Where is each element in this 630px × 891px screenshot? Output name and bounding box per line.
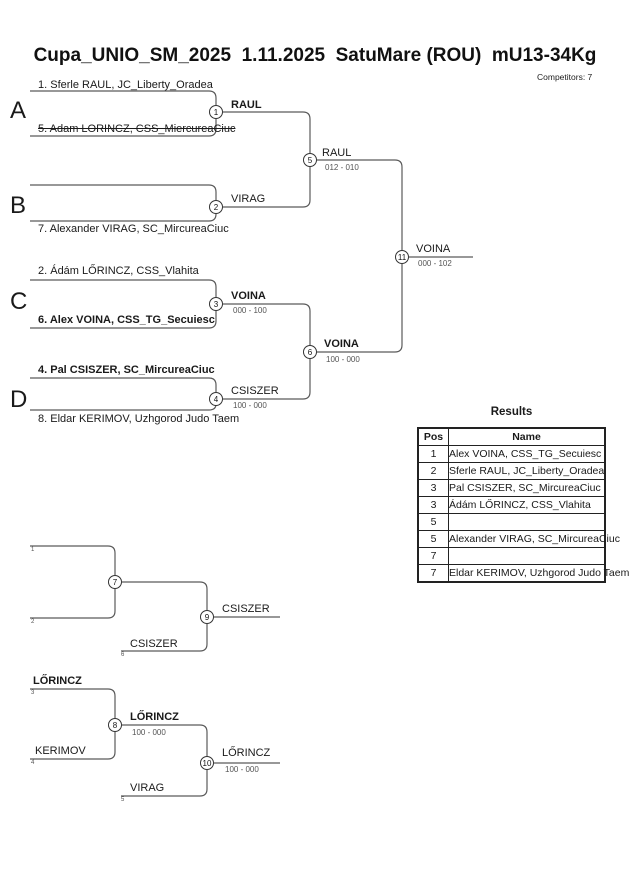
result-pos: 3 [418,497,449,514]
match-4-circle: 4 [209,392,223,406]
match-7-circle: 7 [108,575,122,589]
match-8-winner: LŐRINCZ [130,711,179,723]
result-pos: 7 [418,565,449,583]
rep-seed-1: 1 [31,547,35,553]
match-8-circle: 8 [108,718,122,732]
result-name [449,548,606,565]
match-9-circle: 9 [200,610,214,624]
result-pos: 1 [418,446,449,463]
match-11-score: 000 - 102 [418,259,452,268]
result-name: Alexander VIRAG, SC_MircureaCiuc [449,531,606,548]
line-winner-m7 [122,582,207,610]
match-6-circle: 6 [303,345,317,359]
rep-lorincz-line-label: LŐRINCZ [33,675,82,687]
match-11-winner: VOINA [416,243,451,255]
results-col-pos: Pos [418,428,449,446]
line-rep-1 [30,546,115,575]
results-row [418,480,605,497]
match-3-score: 000 - 100 [233,306,267,315]
line-entry-1 [30,91,216,105]
match-4-winner: CSISZER [231,385,279,397]
results-row [418,565,605,583]
result-name: Sferle RAUL, JC_Liberty_Oradea [449,463,606,480]
line-rep-2 [30,589,115,618]
entry-1-label: 1. Sferle RAUL, JC_Liberty_Oradea [38,79,213,91]
rep-kerimov-line-label: KERIMOV [35,745,86,757]
results-header-row [418,428,605,446]
section-d-label: D [10,386,28,413]
results-row [418,463,605,480]
rep-seed-3: 3 [31,690,35,696]
match-3-circle: 3 [209,297,223,311]
result-pos: 5 [418,531,449,548]
rep-seed-4: 4 [31,760,35,766]
match-10-circle: 10 [200,756,214,770]
entry-6-label: 6. Alex VOINA, CSS_TG_Secuiesc [38,314,215,326]
results-col-name: Name [449,428,606,446]
rep-csiszer-line-label: CSISZER [130,638,178,650]
rep-seed-5: 5 [121,797,125,803]
match-3-winner: VOINA [231,290,266,302]
match-9-winner: CSISZER [222,603,270,615]
rep-seed-2: 2 [31,619,35,625]
match-5-circle: 5 [303,153,317,167]
line-entry-7 [30,214,216,221]
results-row [418,514,605,531]
match-10-score: 100 - 000 [225,765,259,774]
match-8-score: 100 - 000 [132,728,166,737]
line-entry-4 [30,378,216,392]
rep-seed-6: 6 [121,652,125,658]
match-2-winner: VIRAG [231,193,266,205]
line-entry-8 [30,404,216,410]
result-name: Ádám LŐRINCZ, CSS_Vlahita [449,497,606,514]
section-b-label: B [10,192,27,219]
match-5-winner: RAUL [322,147,352,159]
result-name: Alex VOINA, CSS_TG_Secuiesc [449,446,606,463]
competitors-count: Competitors: 7 [537,72,593,82]
entry-8-label: 8. Eldar KERIMOV, Uzhgorod Judo Taem [38,413,240,425]
rep-virag-line-label: VIRAG [130,782,165,794]
match-2-circle: 2 [209,200,223,214]
results-table [417,427,630,583]
match-5-score: 012 - 010 [325,163,359,172]
result-pos: 3 [418,480,449,497]
match-10-winner: LŐRINCZ [222,747,271,759]
result-pos: 2 [418,463,449,480]
page-title: Cupa_UNIO_SM_2025 1.11.2025 SatuMare (ROU) mU13-34Kg [33,45,597,66]
results-row [418,446,605,463]
line-rep-3 [30,689,115,718]
match-4-score: 100 - 000 [233,401,267,410]
match-1-circle: 1 [209,105,223,119]
line-winner-m5 [317,160,402,250]
match-11-circle: 11 [395,250,409,264]
entry-7-label: 7. Alexander VIRAG, SC_MircureaCiuc [38,223,229,235]
entry-5-label-withdrawn: 5. Adam LORINCZ, CSS_MiercureaCiuc [38,123,236,135]
line-bye-b [30,185,216,200]
result-name: Pal CSISZER, SC_MircureaCiuc [449,480,606,497]
results-row [418,548,605,565]
line-winner-m1 [223,112,310,153]
entry-4-label: 4. Pal CSISZER, SC_MircureaCiuc [38,364,215,376]
results-title: Results [490,406,533,418]
match-1-winner: RAUL [231,99,262,111]
result-pos: 5 [418,514,449,531]
line-entry-2 [30,280,216,297]
section-a-label: A [10,97,27,124]
match-6-score: 100 - 000 [326,355,360,364]
results-row [418,497,605,514]
entry-2-label: 2. Ádám LŐRINCZ, CSS_Vlahita [38,265,199,277]
section-c-label: C [10,288,28,315]
result-pos: 7 [418,548,449,565]
result-name [449,514,606,531]
results-row [418,531,605,548]
result-name: Eldar KERIMOV, Uzhgorod Judo Taem [449,565,606,583]
match-6-winner: VOINA [324,338,359,350]
